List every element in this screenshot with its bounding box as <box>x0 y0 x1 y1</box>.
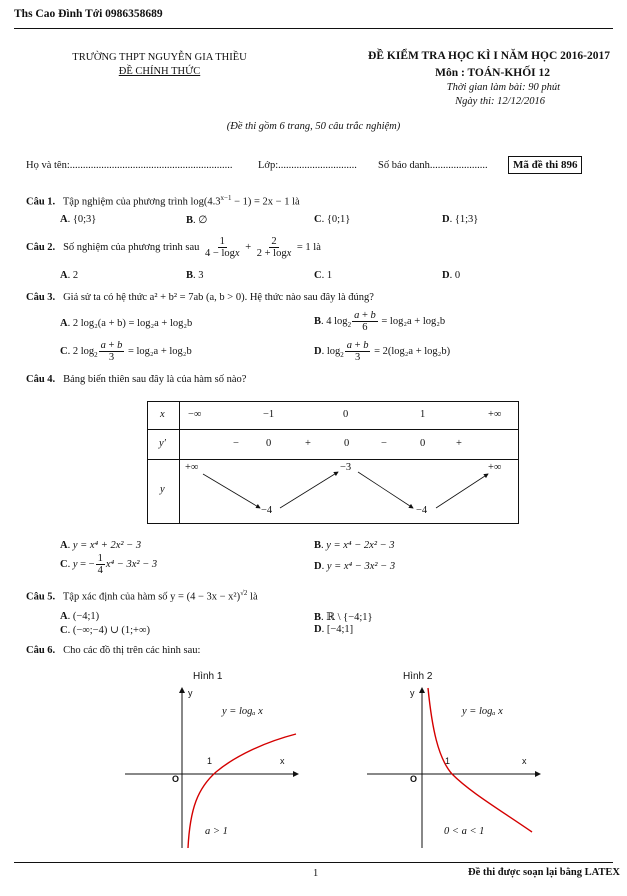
q2-frac-1: $\frac{1}{4 - \log x}$ <box>205 236 240 260</box>
vt-x-head: x <box>160 409 165 420</box>
q3-d-frac: $\frac{a + b}{3}$ <box>346 340 369 364</box>
fig2-origin: O <box>410 774 418 784</box>
q4-option-a[interactable]: A. y = x⁴ + 2x² − 3 <box>60 540 142 551</box>
q5-tail: là <box>247 591 258 603</box>
vt-y-m4-right: −4 <box>416 505 428 516</box>
q3-b-tail: = log₂a + log₂b <box>381 315 446 327</box>
q2-option-a[interactable]: A. 2 <box>60 270 79 281</box>
q1-text: Tập nghiệm của phương trình log(4.3 <box>62 196 221 208</box>
q3-c-tail: = log₂a + log₂b <box>127 345 192 357</box>
school-name: TRƯỜNG THPT NGUYỄN GIA THIỀU <box>72 52 247 63</box>
q5-option-b[interactable]: B. ℝ \ {−4;1} <box>314 612 373 623</box>
q2-d-text: 0 <box>454 270 461 281</box>
q3-text: Giả sử ta có hệ thức a² + b² = 7ab (a, b > 0). Hệ thức nào sau đây là đúng? <box>63 292 374 303</box>
fig2-x-label: x <box>522 756 527 766</box>
q4-b-text: y = x⁴ − 2x² − 3 <box>326 540 395 551</box>
vt-y-pinf-right: +∞ <box>488 462 502 473</box>
q3-option-b[interactable]: B. 4 $\log_2$ $\frac{a + b}{6}$ = log₂a + log₂b <box>314 310 446 334</box>
author-header: Ths Cao Đình Tới 0986358689 <box>14 8 163 20</box>
subject: Môn : TOÁN-KHỐI 12 <box>435 67 550 79</box>
figure-2 <box>362 668 542 850</box>
vt-x-1: 1 <box>420 409 426 420</box>
q5-c-text: (−∞;−4) ∪ (1;+∞) <box>72 625 150 636</box>
q3-option-a[interactable]: A. 2 log₂(a + b) = log₂a + log₂b <box>60 318 193 329</box>
fig2-formula: y = logₐ x <box>462 706 503 717</box>
q3-option-c[interactable]: C. 2 $\log_2$ $\frac{a + b}{3}$ = log₂a + log₂b <box>60 340 192 364</box>
q6-label: Câu 6. <box>26 645 56 656</box>
exam-code-box: Mã đề thi 896 <box>508 156 582 174</box>
top-rule <box>14 28 613 29</box>
vt-yp-z1: 0 <box>266 438 272 449</box>
q3-b-frac: $\frac{a + b}{6}$ <box>354 310 376 334</box>
vt-yp-s2: + <box>305 438 311 449</box>
q4-text: Bảng biến thiên sau đây là của hàm số nào? <box>63 374 247 385</box>
q5-text: Tập xác định của hàm số y = (4 − 3x − x²) <box>62 591 241 603</box>
q4-c-frac: $\frac{1}{4}$ <box>97 553 103 577</box>
q1-option-d[interactable]: D. {1;3} <box>442 214 479 225</box>
vt-yp-z3: 0 <box>420 438 426 449</box>
q4 <box>26 374 246 385</box>
vt-x-neg-inf: −∞ <box>188 409 202 420</box>
fig1-one: 1 <box>207 756 213 766</box>
fig2-title: Hình 2 <box>403 671 433 682</box>
q1-option-a[interactable]: A. {0;3} <box>60 214 97 225</box>
vt-y-pinf-left: +∞ <box>185 462 199 473</box>
vt-y-head: y <box>160 484 165 495</box>
page-number: 1 <box>313 868 319 879</box>
q4-a-text: y = x⁴ + 2x² − 3 <box>72 540 142 551</box>
fig2-condition: 0 < a < 1 <box>444 826 485 837</box>
q2-option-c[interactable]: C. 1 <box>314 270 333 281</box>
q6 <box>26 645 200 656</box>
duration: Thời gian làm bài: 90 phút <box>446 82 560 93</box>
q1-a-text: {0;3} <box>72 214 97 225</box>
variation-table <box>147 401 519 524</box>
vt-yp-s1: − <box>233 438 239 449</box>
fig2-plot <box>362 668 542 850</box>
q2-label: Câu 2. <box>26 241 56 253</box>
name-field: Họ và tên:.............................................................. <box>26 160 233 171</box>
q4-option-c[interactable]: C. y = − $\frac{1}{4}$ x⁴ − 3x² − 3 <box>60 553 158 577</box>
q5-label: Câu 5. <box>26 591 56 603</box>
official-wrap <box>52 66 267 77</box>
vt-x-m1: −1 <box>263 409 275 420</box>
q1-option-b[interactable]: B. ∅ <box>186 215 208 226</box>
q1 <box>26 194 300 208</box>
fig2-one: 1 <box>445 756 451 766</box>
q4-c-tail: x⁴ − 3x² − 3 <box>105 558 158 570</box>
fig1-origin: O <box>172 774 180 784</box>
q5-option-c[interactable]: C. (−∞;−4) ∪ (1;+∞) <box>60 625 150 636</box>
exam-title: ĐỀ KIỂM TRA HỌC KÌ I NĂM HỌC 2016-2017 <box>368 50 610 62</box>
fig1-x-label: x <box>280 756 285 766</box>
fig1-title: Hình 1 <box>193 671 223 682</box>
q5-option-d[interactable]: D. [−4;1] <box>314 624 354 635</box>
q3 <box>26 292 374 303</box>
fig2-y-label: y <box>410 688 415 698</box>
q5-option-a[interactable]: A. (−4;1) <box>60 611 100 622</box>
q5-a-text: (−4;1) <box>72 611 100 622</box>
q2-b-text: 3 <box>198 270 204 281</box>
q2-option-b[interactable]: B. 3 <box>186 270 204 281</box>
footer-latex: Đề thi được soạn lại bằng LATEX <box>468 867 620 878</box>
q2-c-text: 1 <box>326 270 333 281</box>
q4-option-d[interactable]: D. y = x⁴ − 3x² − 3 <box>314 561 396 572</box>
vt-y-m3: −3 <box>340 462 352 473</box>
class-field: Lớp:.............................. <box>258 160 357 171</box>
q4-option-b[interactable]: B. y = x⁴ − 2x² − 3 <box>314 540 395 551</box>
fig1-condition: a > 1 <box>205 826 228 837</box>
q2-frac-2: $\frac{2}{2 + \log x}$ <box>256 236 292 260</box>
q3-c-frac: $\frac{a + b}{3}$ <box>100 340 123 364</box>
vt-arrows <box>148 402 518 523</box>
vt-yp-head: y′ <box>159 438 166 449</box>
vt-x-0: 0 <box>343 409 349 420</box>
q5-b-text: ℝ \ {−4;1} <box>326 612 373 623</box>
q1-label: Câu 1. <box>26 196 56 208</box>
vt-yp-z2: 0 <box>344 438 350 449</box>
exam-note: (Đề thi gồm 6 trang, 50 câu trắc nghiệm) <box>226 121 401 132</box>
q1-d-text: {1;3} <box>454 214 479 225</box>
vt-x-pos-inf: +∞ <box>488 409 502 420</box>
official-label: ĐỀ CHÍNH THỨC <box>118 66 201 77</box>
q3-d-tail: = 2(log₂a + log₂b) <box>374 345 451 357</box>
bottom-rule <box>14 862 613 863</box>
sbd-field: Số báo danh...................... <box>378 160 488 171</box>
q2: Câu 2. Số nghiệm của phương trình sau $\frac{1}{4 - \log x}$ + $\frac{2}{2 + \log x}$ = 1 là <box>26 236 321 260</box>
q6-text: Cho các đồ thị trên các hình sau: <box>63 645 201 656</box>
q3-label: Câu 3. <box>26 292 56 303</box>
q1-sup: x−1 <box>220 194 232 202</box>
q2-option-d[interactable]: D. 0 <box>442 270 461 281</box>
q1-c-text: {0;1} <box>326 214 351 225</box>
figure-1 <box>120 668 300 850</box>
q1-option-c[interactable]: C. {0;1} <box>314 214 351 225</box>
exam-date: Ngày thi: 12/12/2016 <box>455 96 545 107</box>
q4-label: Câu 4. <box>26 374 56 385</box>
q1-text2: − 1) = 2x − 1 là <box>231 196 300 208</box>
q2-a-text: 2 <box>72 270 79 281</box>
q5-d-text: [−4;1] <box>326 624 354 635</box>
vt-yp-s4: + <box>456 438 462 449</box>
fig1-y-label: y <box>188 688 193 698</box>
fig1-formula: y = logₐ x <box>222 706 263 717</box>
vt-y-m4-left: −4 <box>261 505 273 516</box>
q5 <box>26 589 258 603</box>
q3-option-d[interactable]: D. $\log_2$ $\frac{a + b}{3}$ = 2(log₂a + log₂b) <box>314 340 451 364</box>
q2-text: Số nghiệm của phương trình sau <box>63 241 200 253</box>
q5-sup: √2 <box>240 589 248 597</box>
q1-b-text: ∅ <box>198 215 208 226</box>
q4-d-text: y = x⁴ − 3x² − 3 <box>326 561 396 572</box>
vt-yp-s3: − <box>381 438 387 449</box>
q2-tail: = 1 là <box>296 241 321 253</box>
q3-a-text: 2 log₂(a + b) = log₂a + log₂b <box>72 318 193 329</box>
